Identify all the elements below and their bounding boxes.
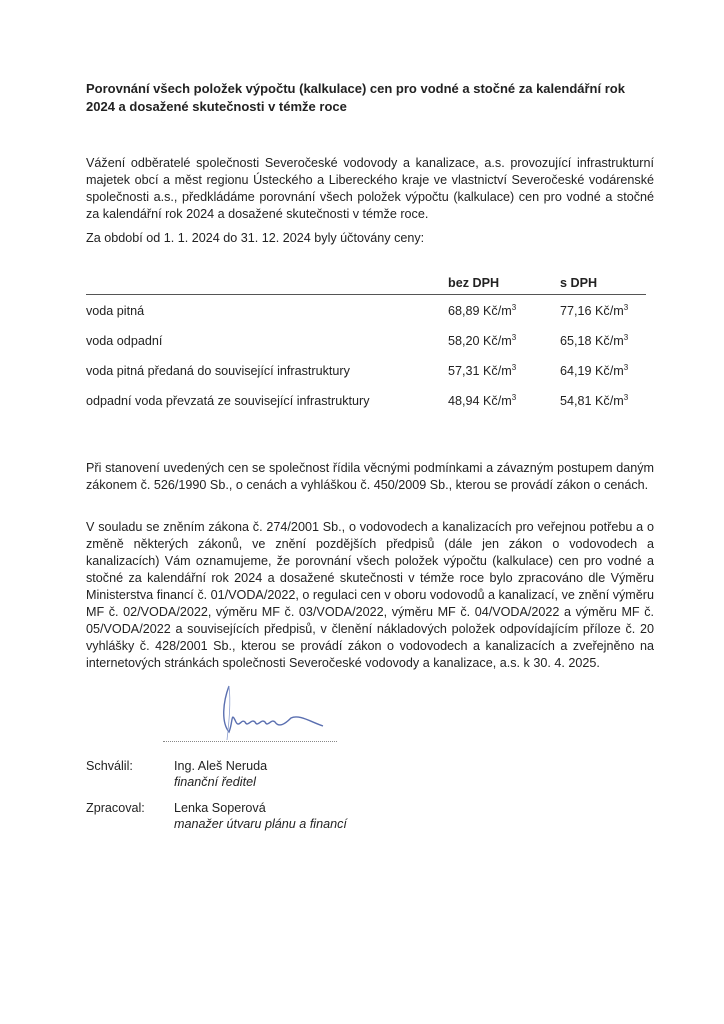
row-label: voda odpadní <box>86 334 163 348</box>
preparer-name: Lenka Soperová <box>174 801 266 815</box>
price-s-dph: 77,16 $Kč/m^3$ <box>560 303 629 318</box>
header-s-dph: s DPH <box>560 276 598 290</box>
prepared-role: Zpracoval: <box>86 801 145 815</box>
price-s-dph: 65,18 $Kč/m^3$ <box>560 333 629 348</box>
table-row <box>86 385 646 415</box>
row-label: voda pitná předaná do související infrastruktury <box>86 364 350 378</box>
price-s-dph: 64,19 $Kč/m^3$ <box>560 363 629 378</box>
table-row <box>86 325 646 355</box>
law-paragraph: Při stanovení uvedených cen se společnost řídila věcnými podmínkami a závazným postupem daným zákonem č. 526/1990 Sb., o cenách a vyhláškou č. 450/2009 Sb., kterou se provádí zákon o cenách. <box>86 461 654 492</box>
price-s-dph: 54,81 $Kč/m^3$ <box>560 393 629 408</box>
price-bez-dph: 68,89 $Kč/m^3$ <box>448 303 517 318</box>
period-paragraph: Za období od 1. 1. 2024 do 31. 12. 2024 byly účtovány ceny: <box>86 231 425 245</box>
table-row <box>86 355 646 385</box>
approved-role: Schválil: <box>86 759 133 773</box>
signature-line <box>163 741 337 742</box>
table-row <box>86 295 646 325</box>
signature-icon <box>215 682 325 742</box>
price-bez-dph: 58,20 $Kč/m^3$ <box>448 333 517 348</box>
intro-paragraph: Vážení odběratelé společnosti Severočeské vodovody a kanalizace, a.s. provozující infrastrukturní majetek obcí a měst regionu Ústeckého a Libereckého kraje ve vlastnictví Severočeské vodárenské společnosti a.s., předkládáme porovnání všech položek výpočtu (kalkulace) cen pro vodné a stočné za kalendářní rok 2024 a dosažené skutečnosti v témže roce. <box>86 156 654 221</box>
price-table <box>86 272 646 415</box>
row-label: odpadní voda převzatá ze související infrastruktury <box>86 394 370 408</box>
price-table-header <box>86 272 646 295</box>
compliance-paragraph: V souladu se zněním zákona č. 274/2001 Sb., o vodovodech a kanalizacích pro veřejnou potřebu a o změně některých zákonů, ve znění pozdějších předpisů (dále jen zákon o vodovodech a kanalizacích) Vám oznamujeme, že porovnání všech položek výpočtu (kalkulace) cen pro vodné a stočné za kalendářní rok 2024 a dosažené skutečnosti v témže roce bylo zpracováno dle Výměru Ministerstva financí č. 01/VODA/2022, o regulaci cen v oboru vodovodů a kanalizací, ve znění výměru MF č. 02/VODA/2022, výměru MF č. 03/VODA/2022, výměru MF č. 04/VODA/2022 a výměru MF č. 05/VODA/2022 a souvisejících předpisů, v členění nákladových položek odpovídajícím příloze č. 20 vyhlášky č. 428/2001 Sb., kterou se provádí zákon o vodovodech a kanalizacích a zveřejněno na internetových stránkách společnosti Severočeské vodovody a kanalizace, a.s. k 30. 4. 2025. <box>86 520 654 670</box>
approver-name: Ing. Aleš Neruda <box>174 759 268 773</box>
price-bez-dph: 48,94 $Kč/m^3$ <box>448 393 517 408</box>
approver-position: finanční ředitel <box>174 775 256 789</box>
preparer-position: manažer útvaru plánu a financí <box>174 817 347 831</box>
header-bez-dph: bez DPH <box>448 276 500 290</box>
row-label: voda pitná <box>86 304 145 318</box>
price-bez-dph: 57,31 $Kč/m^3$ <box>448 363 517 378</box>
document-title: Porovnání všech položek výpočtu (kalkulace) cen pro vodné a stočné za kalendářní rok 2024 a dosažené skutečnosti v témže roce <box>86 81 625 114</box>
